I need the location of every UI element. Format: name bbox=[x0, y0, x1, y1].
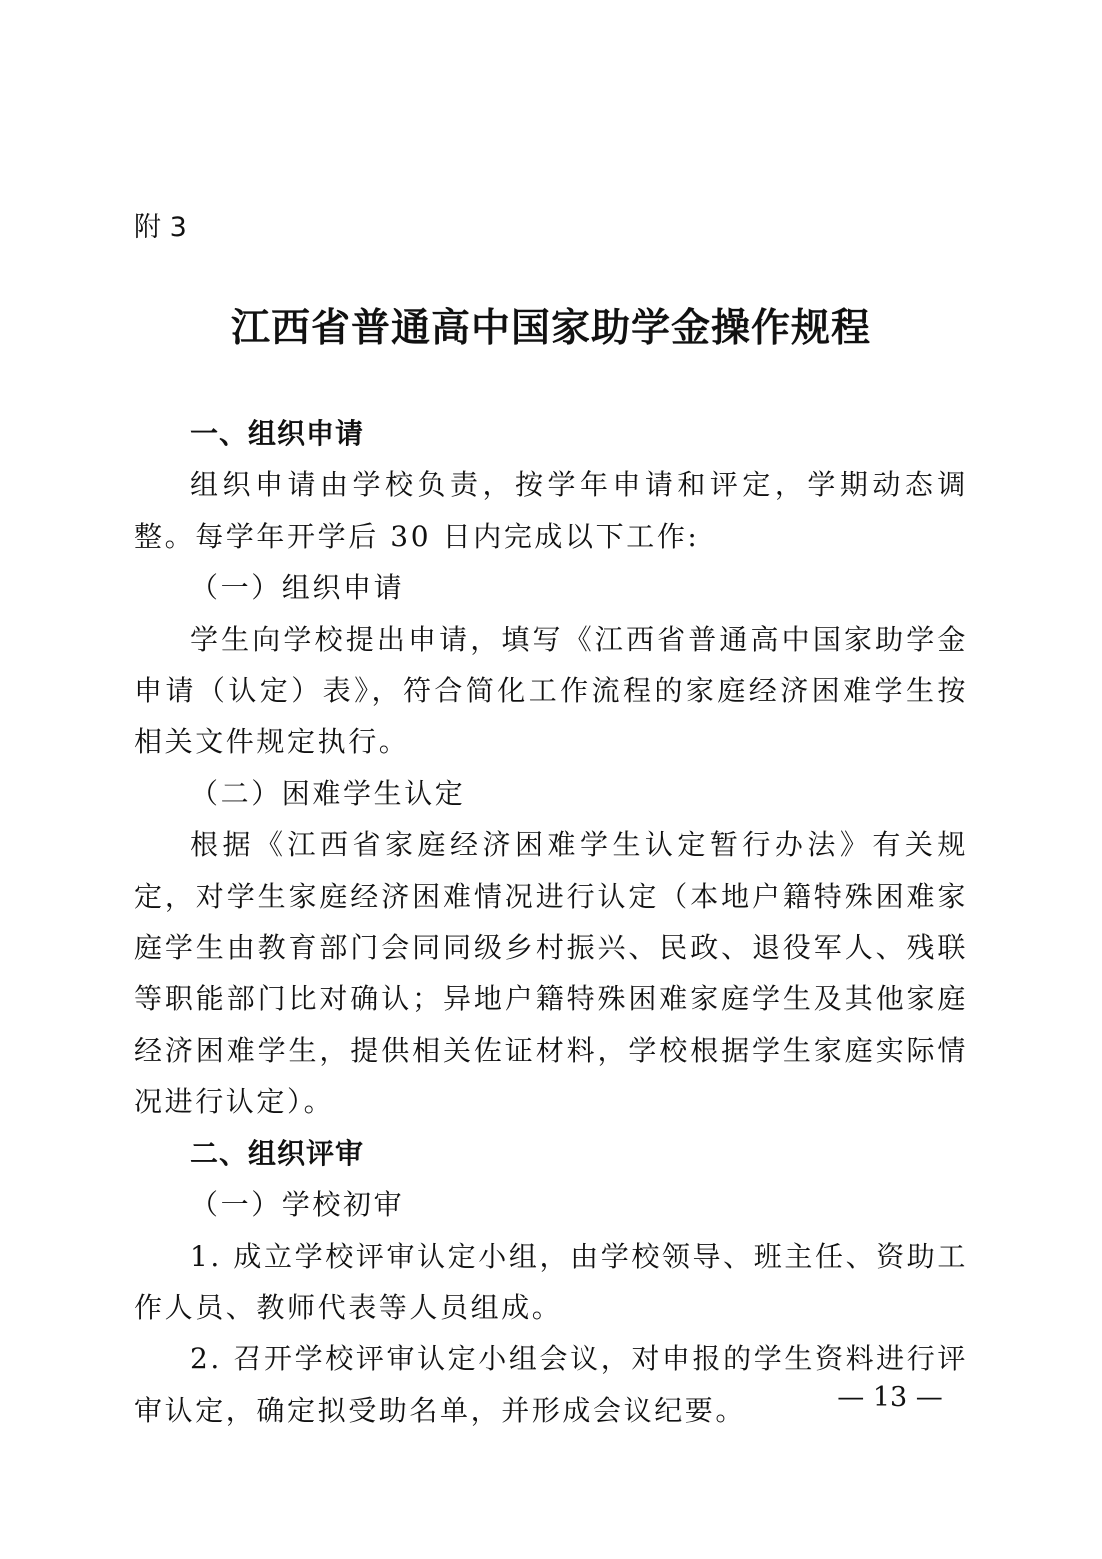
subsection-heading-1-2: （二）困难学生认定 bbox=[190, 776, 466, 810]
list-item-1: 1. 成立学校评审认定小组，由学校领导、班主任、资助工作人员、教师代表等人员组成。 bbox=[134, 1239, 968, 1324]
list-item-2: 2. 召开学校评审认定小组会议，对申报的学生资料进行评审认定，确定拟受助名单，并形成会议纪要。 bbox=[134, 1342, 968, 1427]
section-heading-2: 二、组织评审 bbox=[190, 1136, 365, 1170]
document-title: 江西省普通高中国家助学金操作规程 bbox=[230, 305, 871, 351]
section-heading-1: 一、组织申请 bbox=[190, 417, 365, 450]
subsection-heading-1-1: （一）组织申请 bbox=[190, 571, 405, 605]
attachment-label: 附 3 bbox=[134, 212, 187, 243]
subsection-1-2-text: 根据《江西省家庭经济困难学生认定暂行办法》有关规定，对学生家庭经济困难情况进行认定（本地户籍特殊困难家庭学生由教育部门会同同级乡村振兴、民政、退役军人、残联等职能部门比对确认；异地户籍特殊困难家庭学生及其他家庭经济困难学生，提供相关佐证材料，学校根据学生家庭实际情况进行认定）。 bbox=[134, 828, 968, 1119]
section-1-intro: 组织申请由学校负责，按学年申请和评定，学期动态调整。每学年开学后 30 日内完成以下工作: bbox=[134, 468, 968, 553]
subsection-heading-2-1: （一）学校初审 bbox=[190, 1188, 405, 1222]
document-body bbox=[134, 408, 968, 1436]
subsection-1-1-text: 学生向学校提出申请，填写《江西省普通高中国家助学金申请（认定）表》，符合简化工作流程的家庭经济困难学生按相关文件规定执行。 bbox=[134, 622, 968, 759]
page-number: — 13 — bbox=[837, 1382, 943, 1413]
